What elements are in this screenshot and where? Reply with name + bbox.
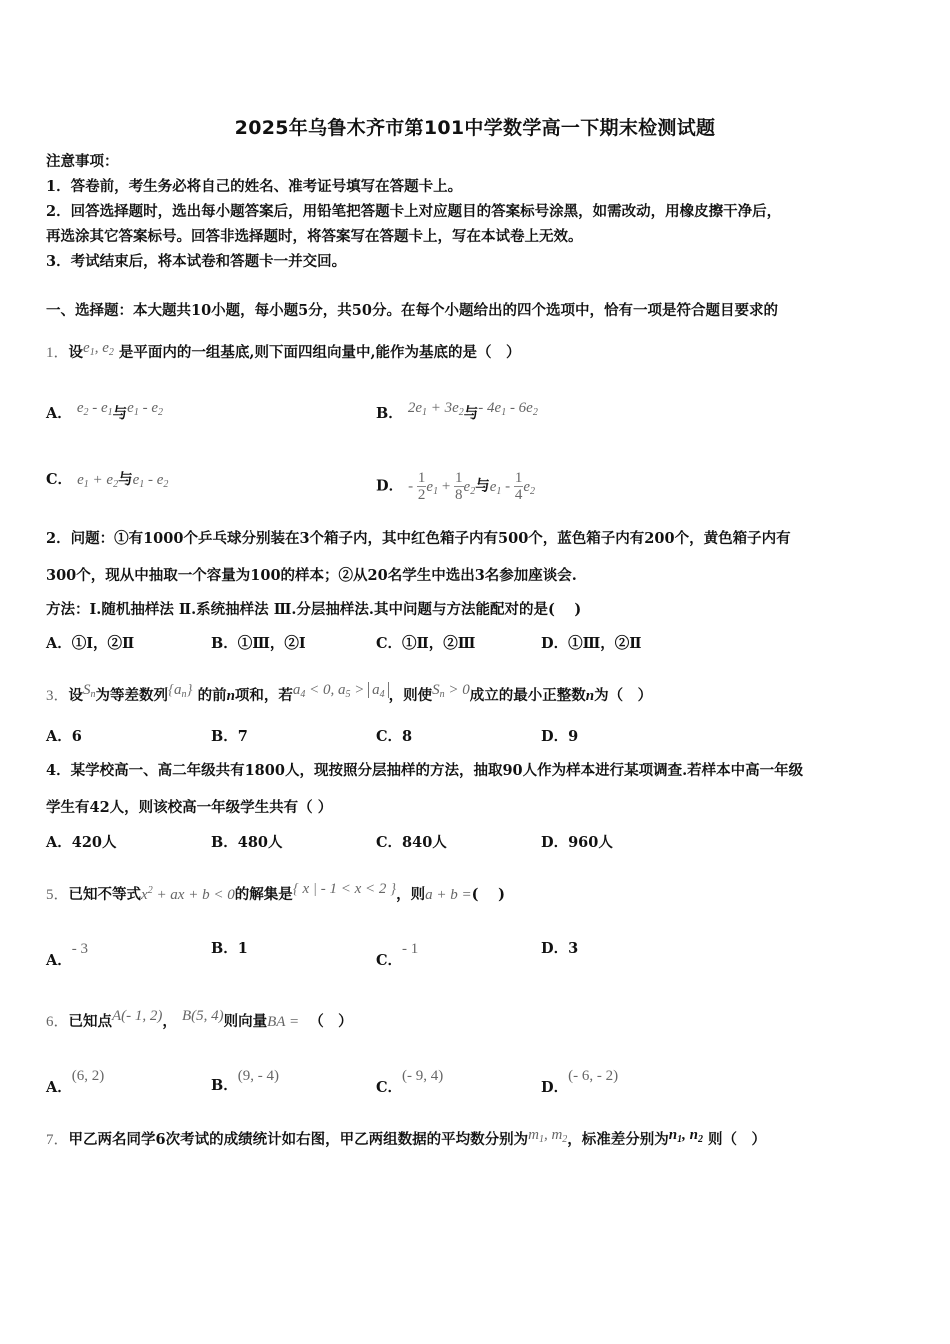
note-item: 再选涂其它答案标号。回答非选择题时，将答案写在答题卡上，写在本试卷上无效。 [46, 228, 583, 245]
math-expr: - $4e_1 - 6e_2$ [478, 400, 538, 418]
q1-option-b[interactable]: B． $2e_1 + 3e_2$与- $4e_1 - 6e_2$ [376, 400, 538, 422]
math-expr: $2e_1 + 3e_2$ [407, 400, 464, 418]
q5-option-b[interactable]: B．1 [211, 940, 248, 957]
question-2-methods: 方法：Ⅰ.随机抽样法 Ⅱ.系统抽样法 Ⅲ.分层抽样法.其中问题与方法能配对的是( ) [46, 601, 582, 618]
q6-option-a[interactable]: A．(6, 2) [46, 1068, 105, 1096]
math-expr: $e_1 + e_2$ [77, 472, 119, 490]
math-expr: $e_2 - e_1$ [76, 400, 113, 418]
q1-option-d[interactable]: D． - $\frac{1}{2}$ $e_1$ + $\frac{1}{8}$ $e_2$与$e_1$ - $\frac{1}{4}$ $e_2$ [376, 470, 536, 503]
q3-option-b[interactable]: B．7 [211, 728, 248, 745]
question-5: 5．已知不等式$x^2$ + ax + b < 0的解集是{ x | - 1 < x < 2 }，则a + b =( ) [46, 881, 505, 903]
question-6: 6．已知点A(- 1, 2)， B(5, 4)则向量BA = （ ） [46, 1008, 353, 1030]
q6-option-d[interactable]: D．(- 6, - 2) [541, 1068, 619, 1096]
question-4-cont: 学生有42人，则该校高一年级学生共有（ ） [46, 799, 333, 816]
notes-heading: 注意事项： [46, 153, 119, 170]
question-number: 6． [46, 1014, 69, 1030]
note-item: 2．回答选择题时，选出每小题答案后，用铅笔把答题卡上对应题目的答案标号涂黑，如需改动，用橡皮擦干净后， [46, 203, 782, 220]
q4-option-b[interactable]: B．480人 [211, 834, 283, 851]
question-4: 4．某学校高一、高二年级共有1800人，现按照分层抽样的方法，抽取90人作为样本进行某项调查.若样本中高一年级 [46, 762, 804, 779]
q2-option-d[interactable]: D．①Ⅲ，②Ⅱ [541, 635, 642, 652]
page-title: 2025年乌鲁木齐市第101中学数学高一下期末检测试题 [234, 117, 716, 139]
q3-option-d[interactable]: D．9 [541, 728, 579, 745]
q4-option-a[interactable]: A．420人 [46, 834, 117, 851]
question-7: 7．甲乙两名同学6次考试的成绩统计如右图，甲乙两组数据的平均数分别为$m_1$, $m_2$，标准差分别为$n_1$, $n_2$ 则（ ） [46, 1127, 767, 1148]
question-2-cont: 300个，现从中抽取一个容量为100的样本；②从20名学生中选出3名参加座谈会. [46, 567, 577, 584]
q1-option-c[interactable]: C． $e_1 + e_2$与$e_1 - e_2$ [46, 471, 169, 490]
question-number: 3． [46, 688, 69, 704]
math-expr: - [408, 478, 417, 495]
q5-option-c[interactable]: C．- 1 [376, 941, 419, 969]
q3-option-a[interactable]: A．6 [46, 728, 82, 745]
q5-option-a[interactable]: A．- 3 [46, 941, 89, 969]
math-e1-e2: $e_1$, $e_2$ [83, 340, 114, 358]
math-expr: $e_1 - e_2$ [127, 400, 163, 418]
note-item: 3．考试结束后，将本试卷和答题卡一并交回。 [46, 253, 347, 270]
math-expr: $e_1 - e_2$ [132, 472, 169, 490]
q2-option-a[interactable]: A．①Ⅰ，②Ⅱ [46, 635, 135, 652]
q1-option-a[interactable]: A． $e_2 - e_1$与$e_1 - e_2$ [46, 400, 163, 422]
q6-option-b[interactable]: B．(9, - 4) [211, 1068, 280, 1094]
section-heading: 一、选择题：本大题共10小题，每小题5分，共50分。在每个小题给出的四个选项中，恰有一项是符合题目要求的 [46, 302, 778, 319]
question-2: 2．问题：①有1000个乒乓球分别装在3个箱子内，其中红色箱子内有500个，蓝色箱子内有200个，黄色箱子内有 [46, 530, 791, 547]
note-item: 1．答卷前，考生务必将自己的姓名、准考证号填写在答题卡上。 [46, 178, 463, 195]
q4-option-c[interactable]: C．840人 [376, 834, 447, 851]
q2-option-c[interactable]: C．①Ⅱ，②Ⅲ [376, 635, 476, 652]
question-number: 5． [46, 887, 69, 903]
question-number: 1． [46, 345, 69, 361]
question-1: 1．设$e_1$, $e_2$ 是平面内的一组基底,则下面四组向量中,能作为基底的是（ ） [46, 340, 521, 361]
question-number: 7． [46, 1132, 69, 1148]
q4-option-d[interactable]: D．960人 [541, 834, 613, 851]
q3-option-c[interactable]: C．8 [376, 728, 413, 745]
q6-option-c[interactable]: C．(- 9, 4) [376, 1068, 444, 1096]
q2-option-b[interactable]: B．①Ⅲ，②Ⅰ [211, 635, 306, 652]
question-3: 3．设$S_n$为等差数列$\{a_n\}$ 的前n项和，若$a_4 < 0$, $a_5 > a_4$ ，则使$S_n > 0$成立的最小正整数n为（ ） [46, 682, 653, 704]
q5-option-d[interactable]: D．3 [541, 940, 579, 957]
